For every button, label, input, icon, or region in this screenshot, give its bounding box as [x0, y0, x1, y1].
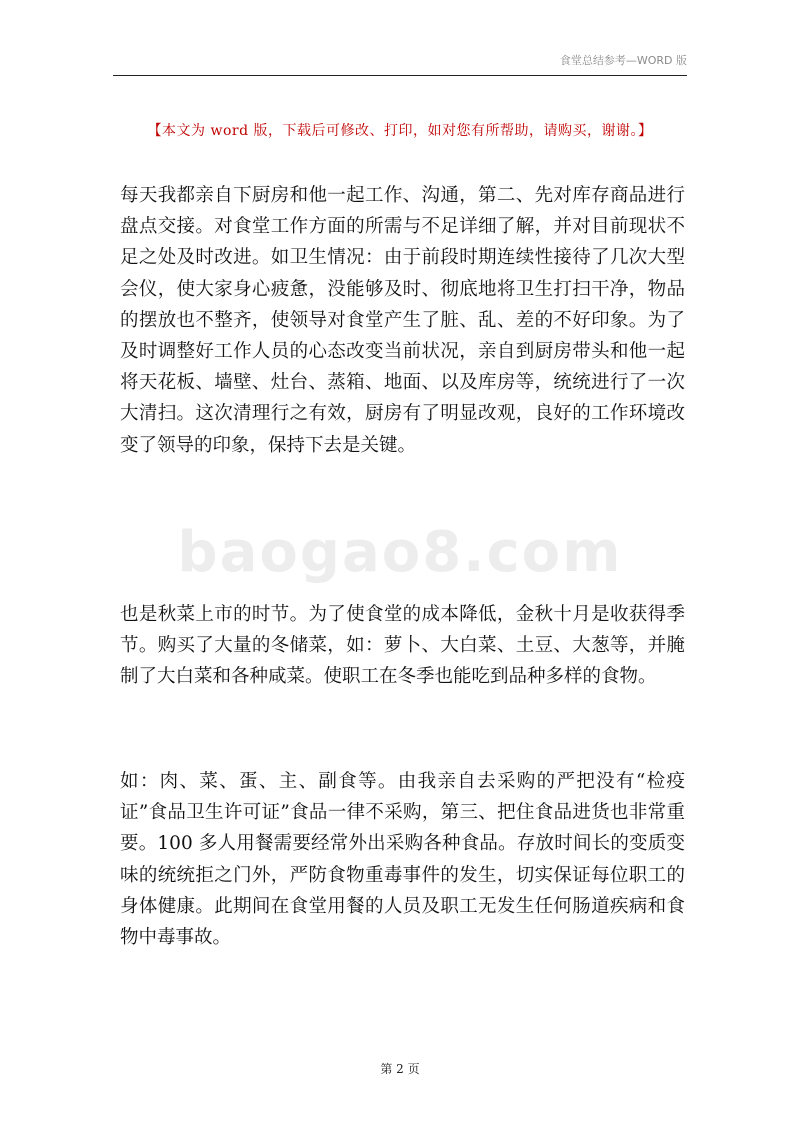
- watermark: baogao8.com: [177, 520, 623, 585]
- paragraph-1: 每天我都亲自下厨房和他一起工作、沟通，第二、先对库存商品进行盘点交接。对食堂工作方面的所需与不足详细了解，并对目前现状不足之处及时改进。如卫生情况：由于前段时期连续性接待了几次大型会仪，使大家身心疲惫，没能够及时、彻底地将卫生打扫干净，物品的摆放也不整齐，使领导对食堂产生了脏、乱、差的不好印象。为了及时调整好工作人员的心态改变当前状况，亲自到厨房带头和他一起将天花板、墙壁、灶台、蒸箱、地面、以及库房等，统统进行了一次大清扫。这次清理行之有效，厨房有了明显改观，良好的工作环境改变了领导的印象，保持下去是关键。: [120, 185, 685, 456]
- page-header: 食堂总结参考—WORD 版: [559, 54, 687, 67]
- paragraph-2: 也是秋菜上市的时节。为了使食堂的成本降低，金秋十月是收获得季节。购买了大量的冬储菜，如：萝卜、大白菜、土豆、大葱等，并腌制了大白菜和各种咸菜。使职工在冬季也能吃到品种多样的食物。: [120, 604, 685, 688]
- paragraph-3: 如：肉、菜、蛋、主、副食等。由我亲自去采购的严把没有“检疫证”食品卫生许可证”食品一律不采购，第三、把住食品进货也非常重要。100 多人用餐需要经常外出采购各种食品。存放时间长的变质变味的统统拒之门外，严防食物重毒事件的发生，切实保证每位职工的身体健康。此期间在食堂用餐的人员及职工无发生任何肠道疾病和食物中毒事故。: [120, 771, 685, 949]
- page-number: 第 2 页: [380, 1062, 420, 1076]
- header-divider: [113, 75, 687, 76]
- download-notice: 【本文为 word 版，下载后可修改、打印，如对您有所帮助，请购买，谢谢。】: [147, 123, 653, 139]
